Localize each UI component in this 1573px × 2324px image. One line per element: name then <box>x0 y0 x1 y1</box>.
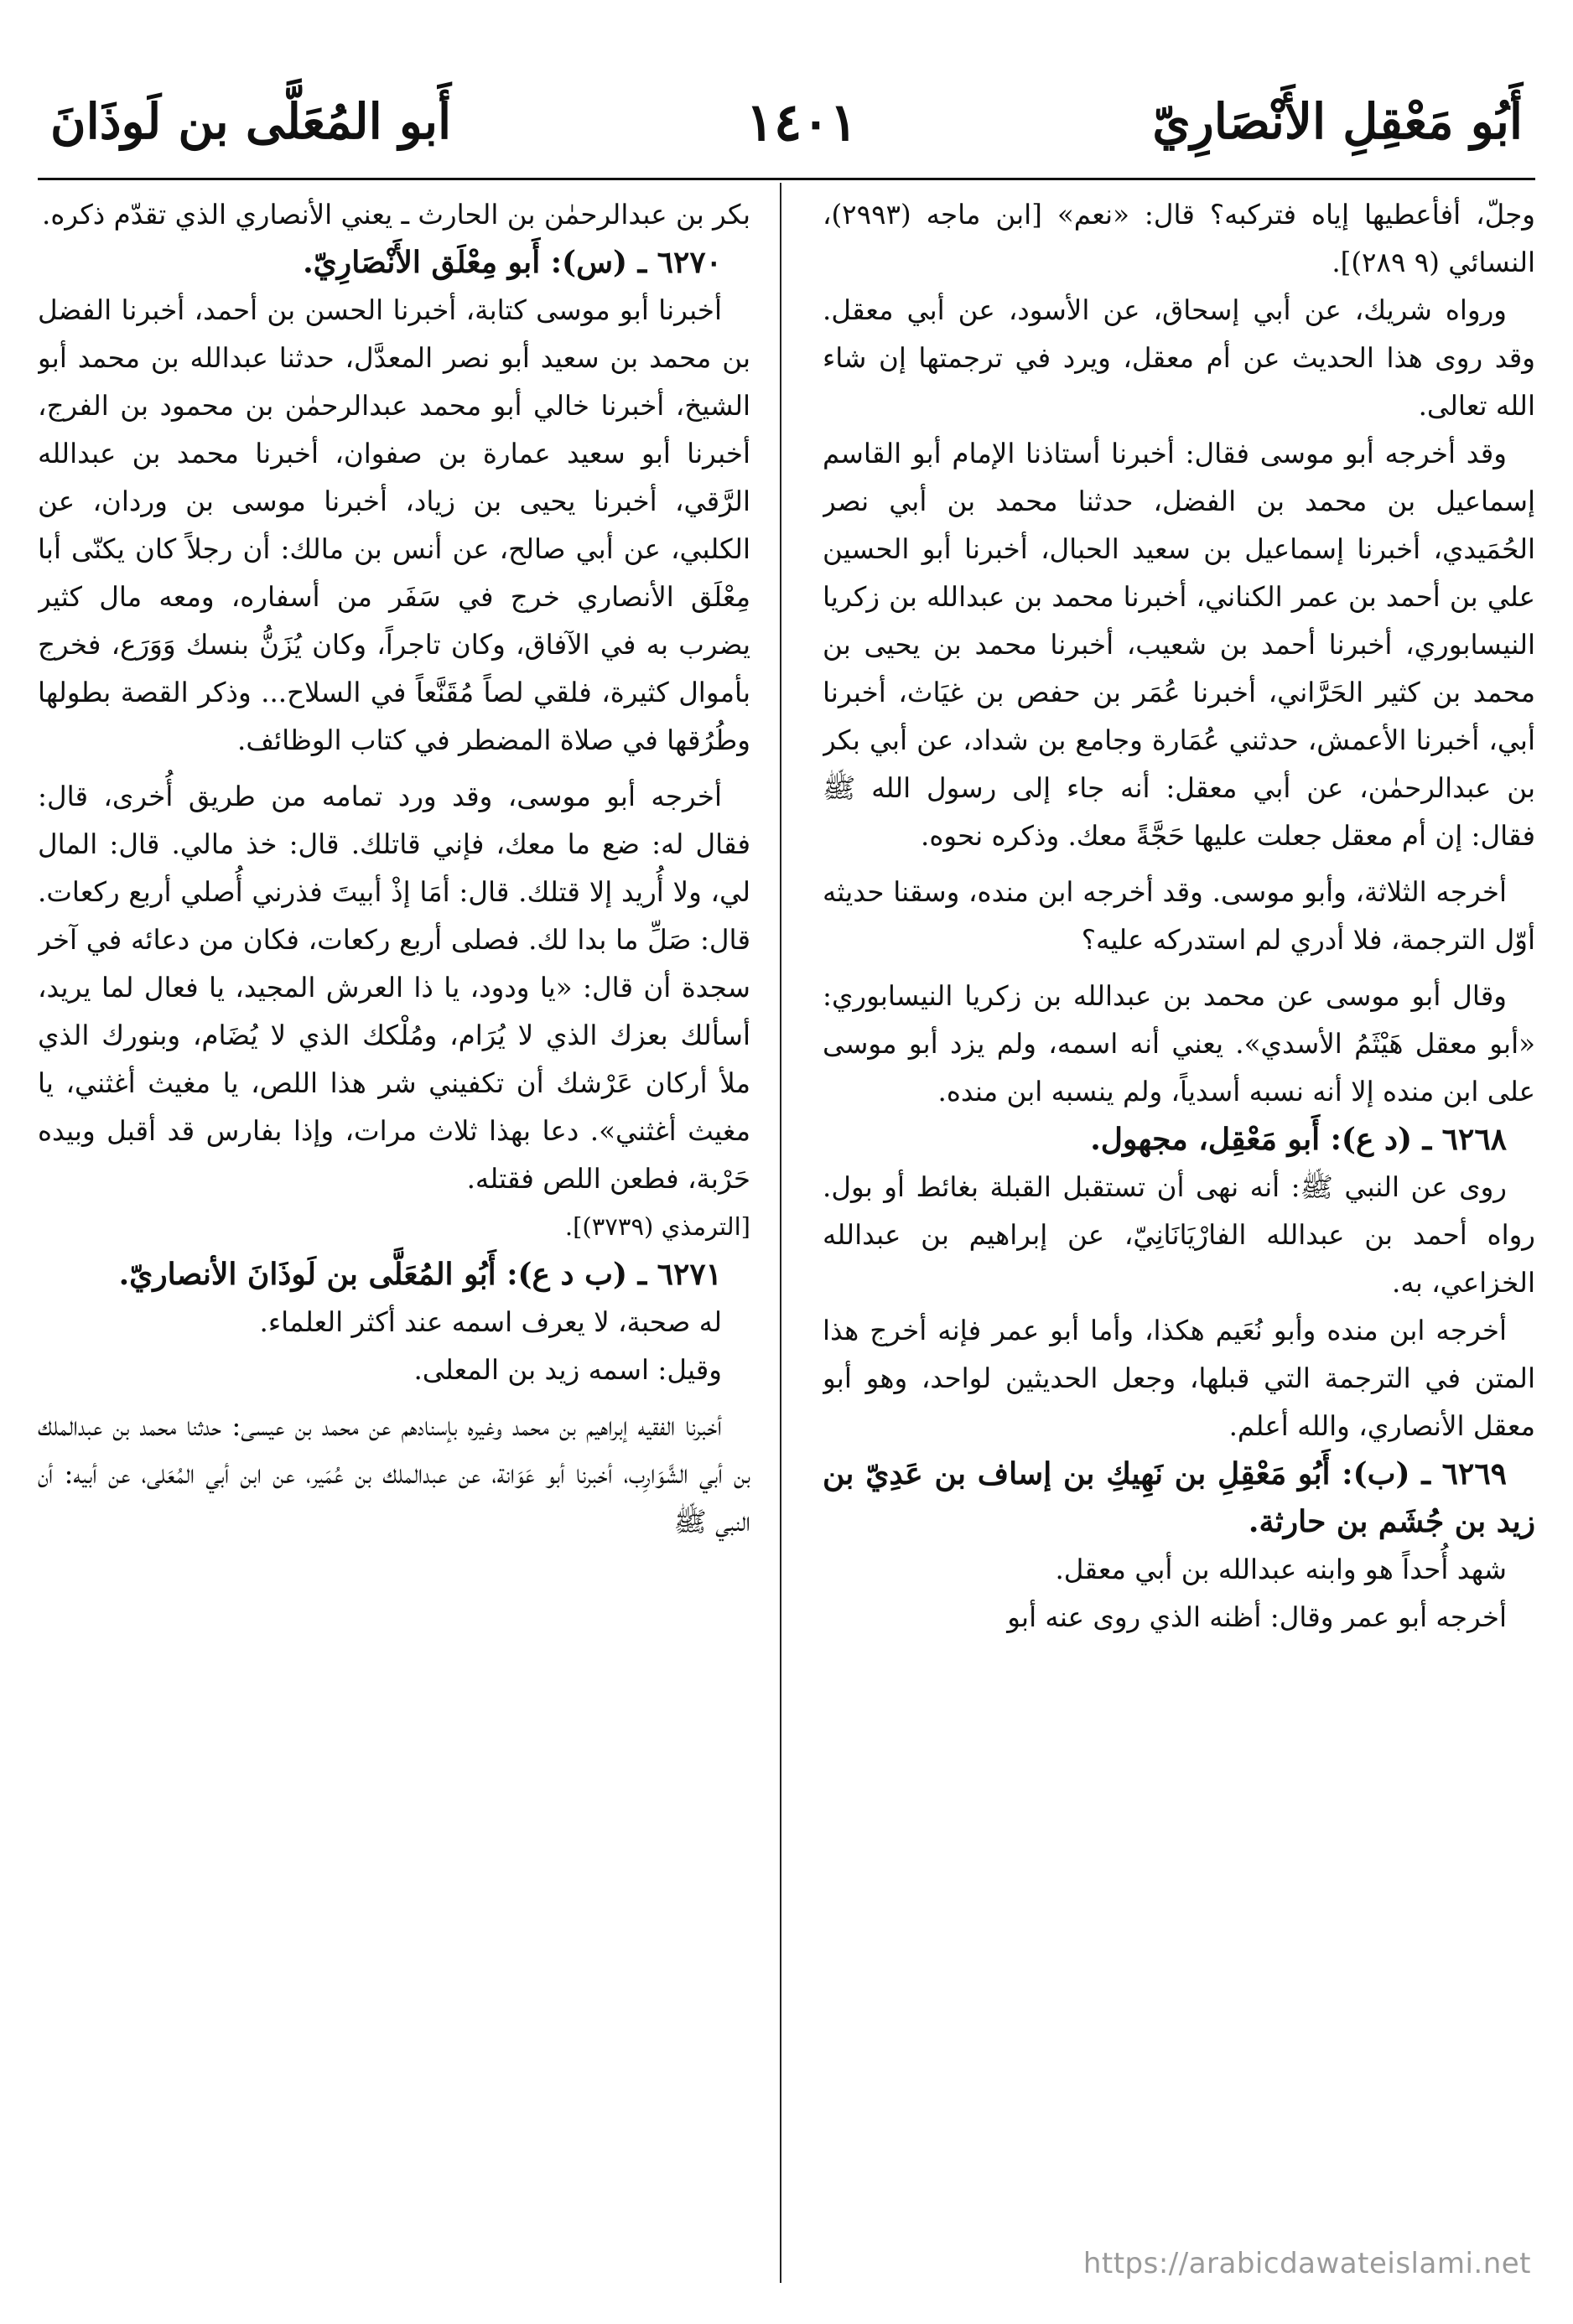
paragraph: ورواه شريك، عن أبي إسحاق، عن الأسود، عن أبي معقل. وقد روى هذا الحديث عن أم معقل، ويرد في ترجمتها إن شاء الله تعالى. <box>823 294 1535 422</box>
header-rule <box>38 178 1535 180</box>
page-number: ١٤٠١ <box>745 91 858 153</box>
paragraph: وقال أبو موسى عن محمد بن عبدالله بن زكريا النيسابوري: «أبو معقل هَيْثَمُ الأسدي». يعني أنه اسمه، ولم يزد أبو موسى على ابن منده إلا أنه نسبه أسدياً، ولم ينسبه ابن منده. <box>823 980 1535 1108</box>
running-title-right: أَبُو مَعْقِلِ الأَنْصَارِيّ <box>1152 93 1523 150</box>
paragraph: أخبرنا الفقيه إبراهيم بن محمد وغيره بإسنادهم عن محمد بن عيسى: حدثنا محمد بن عبدالملك بن أبي الشَّوَارِب، أخبرنا أبو عَوَانة، عن عبدالملك بن عُمَير، عن ابن أبي المُعَلى، عن أبيه: أن النبي ﷺ <box>38 1410 750 1538</box>
entry-heading: ٦٢٦٨ ـ (د ع): أَبو مَعْقِل، مجهول. <box>1090 1122 1507 1157</box>
paragraph: أخبرنا أبو موسى كتابة، أخبرنا الحسن بن أحمد، أخبرنا الفضل بن محمد بن سعيد أبو نصر المعدَّل، حدثنا عبدالله بن محمد أبو الشيخ، أخبرنا خالي أبو محمد عبدالرحمٰن بن محمود بن الفرج، أخبرنا أبو سعيد عمارة بن صفوان، أخبرنا محمد بن عبدالله الرَّقي، أخبرنا يحيى بن زياد، أخبرنا موسى بن وردان، عن الكلبي، عن أبي صالح، عن أنس بن مالك: أن رجلاً كان يكنّى أبا مِعْلَق الأنصاري خرج في سَفَر من أسفاره، ومعه مال كثير يضرب به في الآفاق، وكان تاجراً، وكان يُزَنُّ بنسك وَوَرَع، فخرج بأموال كثيرة، فلقي لصاً مُقَنَّعاً في السلاح... وذكر القصة بطولها وطُرُقها في صلاة المضطر في كتاب الوظائف. <box>38 294 750 756</box>
page-header <box>50 75 1523 168</box>
right-column <box>823 191 1535 2270</box>
running-title-left: أَبو المُعَلَّى بن لَوذَانَ <box>50 93 452 150</box>
entry-heading: ٦٢٦٩ ـ (ب): أَبُو مَعْقِلِ بن نَهِيكِ بن إساف بن عَدِيّ بن زيد بن جُشَم بن حارثة. <box>823 1456 1535 1539</box>
paragraph: روى عن النبي ﷺ: أنه نهى أن تستقبل القبلة بغائط أو بول. رواه أحمد بن عبدالله الفارْيَانَانِيّ، عن إبراهيم بن عبدالله الخزاعي، به. <box>823 1171 1535 1299</box>
paragraph: أخرجه أبو عمر وقال: أظنه الذي روى عنه أبو <box>1007 1601 1507 1633</box>
paragraph: أخرجه أبو موسى، وقد ورد تمامه من طريق أُخرى، قال: فقال له: ضع ما معك، فإني قاتلك. قال: خذ مالي. قال: المال لي، ولا أُريد إلا قتلك. قال: أمَا إذْ أبيتَ فذرني أُصلي أربع ركعات. قال: صَلِّ ما بدا لك. فصلى أربع ركعات، فكان من دعائه في آخر سجدة أن قال: «يا ودود، يا ذا العرش المجيد، يا فعال لما يريد، أسألك بعزك الذي لا يُرَام، ومُلْكك الذي لا يُضَام، وبنورك الذي ملأ أركان عَرْشك أن تكفيني شر هذا اللص، يا مغيث أغثني، يا مغيث أغثني». دعا بهذا ثلاث مرات، وإذا بفارس قد أقبل وبيده حَرْبة، فطعن اللص فقتله. <box>38 781 750 1195</box>
paragraph: وقد أخرجه أبو موسى فقال: أخبرنا أستاذنا الإمام أبو القاسم إسماعيل بن محمد بن الفضل، حدثنا محمد بن أبي نصر الحُمَيدي، أخبرنا إسماعيل بن سعيد الحبال، أخبرنا أبو الحسين علي بن أحمد بن عمر الكناني، أخبرنا محمد بن عبدالله بن زكريا النيسابوري، أخبرنا أحمد بن شعيب، أخبرنا محمد بن يحيى بن محمد بن كثير الحَرَّاني، أخبرنا عُمَر بن حفص بن غيَاث، أخبرنا أبي، أخبرنا الأعمش، حدثني عُمَارة وجامع بن شداد، عن أبي بكر بن عبدالرحمٰن، عن أبي معقل: أنه جاء إلى رسول الله ﷺ فقال: إن أم معقل جعلت عليها حَجَّةً معك. وذكره نحوه. <box>823 438 1535 852</box>
reference-note: [الترمذي (٣٧٣٩)]. <box>564 1212 750 1241</box>
paragraph: وجلّ، أفأعطيها إياه فتركبه؟ قال: «نعم» [ابن ماجه (٢٩٩٣)، النسائي (٩ ٢٨٩)]. <box>823 199 1535 278</box>
entry-heading: ٦٢٧١ ـ (ب د ع): أَبُو المُعَلَّى بن لَوذَانَ الأنصاريّ. <box>118 1257 722 1292</box>
paragraph: وقيل: اسمه زيد بن المعلى. <box>413 1354 722 1386</box>
paragraph: أخرجه الثلاثة، وأبو موسى. وقد أخرجه ابن منده، وسقنا حديثه أوّل الترجمة، فلا أدري لم استدركه عليه؟ <box>823 876 1535 956</box>
watermark-url: https://arabicdawateislami.net <box>1082 2247 1531 2280</box>
column-divider <box>780 183 781 2283</box>
paragraph: له صحبة، لا يعرف اسمه عند أكثر العلماء. <box>259 1306 722 1338</box>
paragraph: أخرجه ابن منده وأبو نُعَيم هكذا، وأما أبو عمر فإنه أخرج هذا المتن في الترجمة التي قبلها، وجعل الحديثين لواحد، وهو أبو معقل الأنصاري، والله أعلم. <box>823 1315 1535 1442</box>
left-column <box>38 191 750 2270</box>
paragraph: بكر بن عبدالرحمٰن بن الحارث ـ يعني الأنصاري الذي تقدّم ذكره. <box>42 199 750 231</box>
paragraph: شهد أُحداً هو وابنه عبدالله بن أبي معقل. <box>1055 1554 1507 1585</box>
entry-heading: ٦٢٧٠ ـ (س): أَبو مِعْلَق الأَنْصَارِيّ. <box>303 245 722 280</box>
